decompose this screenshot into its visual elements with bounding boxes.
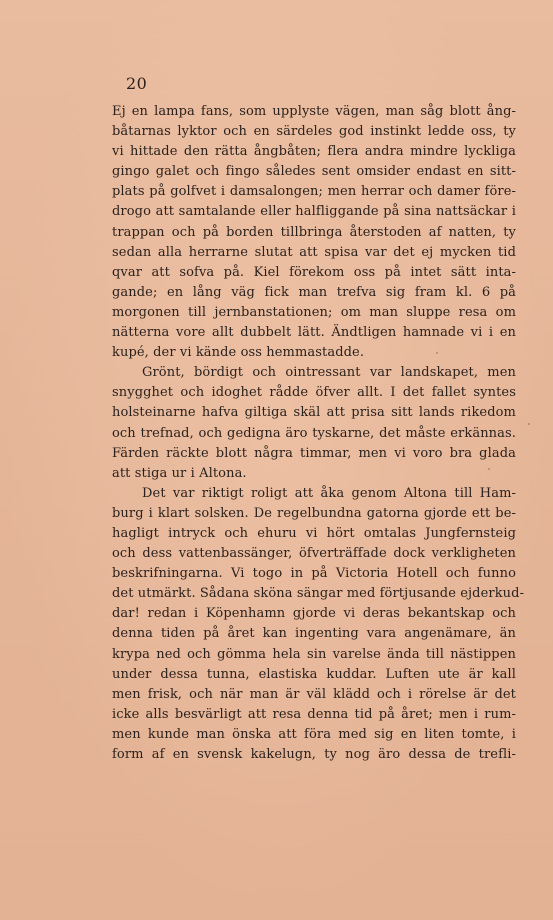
text-line: att stiga ur i Altona. — [112, 465, 247, 481]
text-line: Färden räckte blott några timmar, men vi voro bra glada — [112, 445, 516, 461]
text-line: snygghet och idoghet rådde öfver allt. I det fallet syntes — [112, 385, 516, 401]
text-line: holsteinarne hafva giltiga skäl att prisa sitt lands rikedom — [112, 405, 516, 421]
body-text — [112, 102, 525, 765]
text-line: sedan alla herrarne slutat att spisa var det ej mycken tid — [112, 244, 516, 260]
text-line: qvar att sofva på. Kiel förekom oss på intet sätt inta- — [112, 264, 516, 280]
text-line: dar! redan i Köpenhamn gjorde vi deras bekantskap och — [112, 606, 516, 622]
text-line: denna tiden på året kan ingenting vara angenämare, än — [112, 626, 516, 642]
text-line: kupé, der vi kände oss hemmastadde. — [112, 345, 365, 361]
text-line: Det var riktigt roligt att åka genom Altona till Ham- — [142, 485, 516, 501]
text-line: gande; en lång väg fick man trefva sig fram kl. 6 på — [112, 284, 516, 300]
text-line: men kunde man önska att föra med sig en liten tomte, i — [112, 726, 516, 742]
text-line: morgonen till jernbanstationen; om man sluppe resa om — [112, 304, 516, 320]
text-line: hagligt intryck och ehuru vi hört omtalas Jungfernsteig — [112, 525, 516, 541]
text-line: beskrifningarna. Vi togo in på Victoria Hotell och funno — [112, 566, 516, 582]
text-line: det utmärkt. Sådana sköna sängar med förtjusande ejderkud- — [112, 586, 525, 602]
text-line: Ej en lampa fans, som upplyste vägen, man såg blott ång- — [112, 104, 516, 119]
text-line: plats på golfvet i damsalongen; men herrar och damer före- — [112, 184, 516, 200]
text-line: under dessa tunna, elastiska kuddar. Luften ute är kall — [112, 666, 516, 682]
page-number: 20 — [126, 74, 148, 93]
text-line: icke alls besvärligt att resa denna tid på året; men i rum- — [112, 706, 516, 722]
text-line: och dess vattenbassänger, öfverträffade dock verkligheten — [112, 546, 516, 562]
text-line: burg i klart solsken. De regelbundna gatorna gjorde ett be- — [112, 505, 516, 521]
text-line: nätterna vore allt dubbelt lätt. Ändtligen hamnade vi i en — [112, 325, 516, 341]
paper-speck — [528, 423, 530, 425]
text-line: krypa ned och gömma hela sin varelse ända till nästippen — [112, 646, 516, 662]
text-line: båtarnas lyktor och en särdeles god instinkt ledde oss, ty — [112, 124, 516, 140]
text-line: men frisk, och när man är väl klädd och i rörelse är det — [112, 686, 516, 702]
text-line: gingo galet och fingo således sent omsider endast en sitt- — [112, 164, 516, 180]
text-line: vi hittade den rätta ångbåten; flera andra mindre lyckliga — [112, 144, 516, 160]
text-line: och trefnad, och gedigna äro tyskarne, det måste erkännas. — [112, 425, 516, 441]
text-line: Grönt, bördigt och ointressant var landskapet, men — [142, 365, 516, 381]
text-line: trappan och på borden tillbringa återstoden af natten, ty — [112, 224, 516, 240]
text-line: form af en svensk kakelugn, ty nog äro dessa de trefli- — [112, 747, 516, 762]
text-line: drogo att samtalande eller halfliggande på sina nattsäckar i — [112, 204, 516, 220]
